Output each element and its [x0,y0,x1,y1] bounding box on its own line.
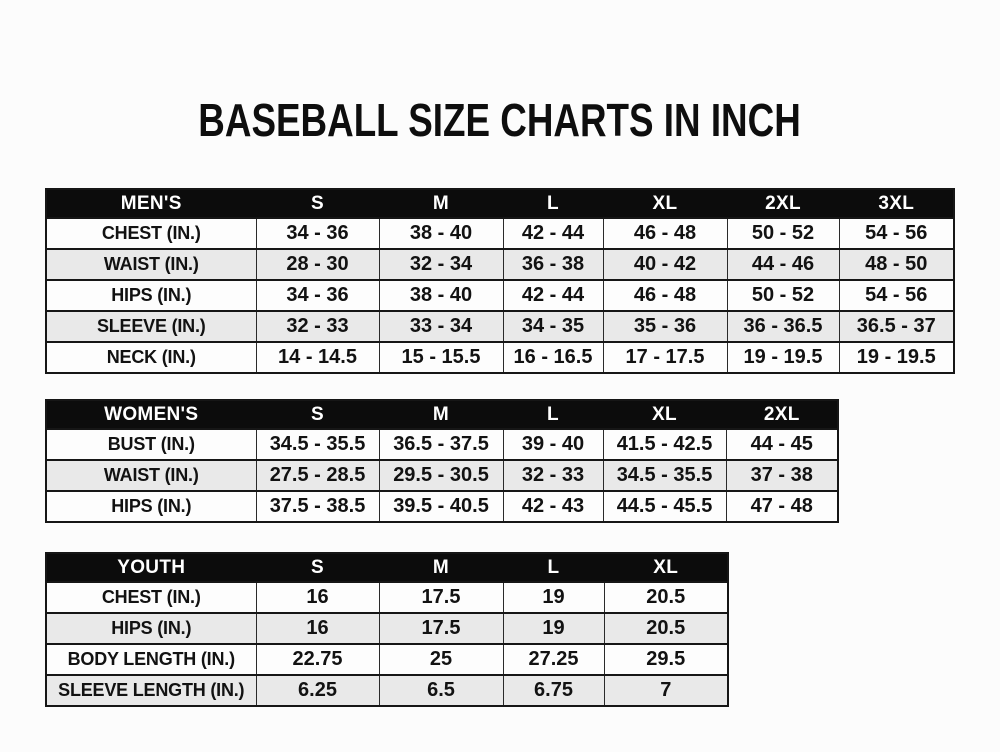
row-label-cell: SLEEVE (IN.) [46,311,256,342]
size-value-cell: 42 - 44 [503,280,603,311]
size-value-cell: 40 - 42 [603,249,727,280]
size-column-header: M [379,553,503,582]
size-value-cell: 46 - 48 [603,280,727,311]
table-row [46,613,728,644]
table-row [46,460,838,491]
size-value-cell: 22.75 [256,644,379,675]
size-value-cell: 29.5 - 30.5 [379,460,503,491]
size-value-cell: 32 - 33 [503,460,603,491]
mens-size-table [45,188,955,374]
size-column-header: XL [604,553,728,582]
row-label-cell: BODY LENGTH (IN.) [46,644,256,675]
row-label-cell: NECK (IN.) [46,342,256,373]
size-value-cell: 20.5 [604,582,728,613]
size-value-cell: 16 - 16.5 [503,342,603,373]
row-label-cell: BUST (IN.) [46,429,256,460]
size-value-cell: 46 - 48 [603,218,727,249]
size-value-cell: 19 - 19.5 [727,342,839,373]
size-value-cell: 41.5 - 42.5 [603,429,726,460]
size-column-header: M [379,400,503,429]
size-value-cell: 17 - 17.5 [603,342,727,373]
table-row [46,311,954,342]
size-value-cell: 35 - 36 [603,311,727,342]
table-header-row [46,553,728,582]
size-value-cell: 17.5 [379,613,503,644]
size-value-cell: 44 - 46 [727,249,839,280]
row-label-cell: SLEEVE LENGTH (IN.) [46,675,256,706]
size-value-cell: 6.75 [503,675,604,706]
size-value-cell: 34.5 - 35.5 [603,460,726,491]
womens-size-table [45,399,839,523]
size-value-cell: 7 [604,675,728,706]
size-value-cell: 38 - 40 [379,218,503,249]
size-value-cell: 37 - 38 [726,460,838,491]
size-value-cell: 29.5 [604,644,728,675]
size-value-cell: 16 [256,613,379,644]
size-value-cell: 47 - 48 [726,491,838,522]
table-row [46,218,954,249]
size-column-header: S [256,553,379,582]
size-value-cell: 36.5 - 37 [839,311,954,342]
size-value-cell: 39.5 - 40.5 [379,491,503,522]
table-title-cell: WOMEN'S [46,400,256,429]
table-header-row [46,189,954,218]
table-title-cell: MEN'S [46,189,256,218]
row-label-cell: CHEST (IN.) [46,218,256,249]
page-title-text: BASEBALL SIZE CHARTS IN INCH [198,93,802,146]
size-value-cell: 6.5 [379,675,503,706]
size-value-cell: 50 - 52 [727,280,839,311]
size-value-cell: 50 - 52 [727,218,839,249]
size-value-cell: 19 - 19.5 [839,342,954,373]
size-column-header: 2XL [726,400,838,429]
size-value-cell: 32 - 34 [379,249,503,280]
size-value-cell: 44.5 - 45.5 [603,491,726,522]
size-column-header: XL [603,189,727,218]
size-value-cell: 27.5 - 28.5 [256,460,379,491]
size-value-cell: 38 - 40 [379,280,503,311]
size-value-cell: 54 - 56 [839,280,954,311]
size-value-cell: 34 - 35 [503,311,603,342]
size-column-header: 3XL [839,189,954,218]
table-row [46,429,838,460]
size-value-cell: 34 - 36 [256,218,379,249]
table-row [46,644,728,675]
size-value-cell: 25 [379,644,503,675]
size-value-cell: 15 - 15.5 [379,342,503,373]
row-label-cell: CHEST (IN.) [46,582,256,613]
size-value-cell: 19 [503,582,604,613]
size-column-header: L [503,400,603,429]
size-column-header: S [256,400,379,429]
table-row [46,582,728,613]
size-value-cell: 20.5 [604,613,728,644]
youth-size-table [45,552,729,707]
size-value-cell: 6.25 [256,675,379,706]
size-column-header: M [379,189,503,218]
size-value-cell: 14 - 14.5 [256,342,379,373]
size-column-header: L [503,189,603,218]
table-row [46,280,954,311]
table-title-cell: YOUTH [46,553,256,582]
size-value-cell: 36.5 - 37.5 [379,429,503,460]
size-value-cell: 27.25 [503,644,604,675]
size-value-cell: 33 - 34 [379,311,503,342]
size-column-header: S [256,189,379,218]
table-row [46,342,954,373]
size-value-cell: 17.5 [379,582,503,613]
size-value-cell: 34 - 36 [256,280,379,311]
size-value-cell: 54 - 56 [839,218,954,249]
size-value-cell: 39 - 40 [503,429,603,460]
size-value-cell: 48 - 50 [839,249,954,280]
table-row [46,491,838,522]
size-value-cell: 42 - 44 [503,218,603,249]
size-value-cell: 28 - 30 [256,249,379,280]
row-label-cell: HIPS (IN.) [46,613,256,644]
size-value-cell: 44 - 45 [726,429,838,460]
table-row [46,675,728,706]
size-value-cell: 42 - 43 [503,491,603,522]
size-value-cell: 37.5 - 38.5 [256,491,379,522]
row-label-cell: WAIST (IN.) [46,460,256,491]
size-value-cell: 36 - 38 [503,249,603,280]
size-value-cell: 34.5 - 35.5 [256,429,379,460]
size-value-cell: 19 [503,613,604,644]
size-column-header: XL [603,400,726,429]
row-label-cell: HIPS (IN.) [46,491,256,522]
size-column-header: 2XL [727,189,839,218]
page-title [0,93,1000,147]
row-label-cell: WAIST (IN.) [46,249,256,280]
size-value-cell: 16 [256,582,379,613]
row-label-cell: HIPS (IN.) [46,280,256,311]
size-value-cell: 32 - 33 [256,311,379,342]
size-value-cell: 36 - 36.5 [727,311,839,342]
table-header-row [46,400,838,429]
table-row [46,249,954,280]
size-column-header: L [503,553,604,582]
